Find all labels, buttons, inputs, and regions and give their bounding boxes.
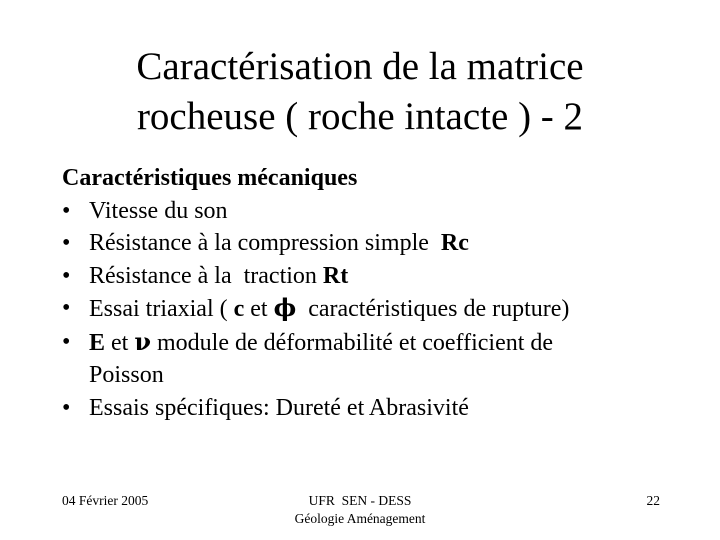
bullet-text: [89, 263, 348, 289]
modulus-symbol: E: [89, 329, 106, 356]
bullet-text: [89, 230, 469, 256]
bullet-item: [62, 326, 702, 392]
footer-center-line-2: Géologie Aménagement: [294, 511, 426, 526]
bullet-text: Essais spécifiques: Dureté et Abrasivité: [89, 394, 469, 421]
bullet-text: Vitesse du son: [89, 197, 228, 224]
bullet-text-plain: caractéristiques de rupture): [296, 296, 570, 322]
bullet-text-plain: module de déformabilité et coefficient de: [151, 329, 554, 356]
bullet-text-plain: Résistance à la compression simple: [89, 230, 441, 256]
page-number: 22: [646, 493, 660, 508]
bullet-text-plain: et: [105, 329, 135, 356]
bullet-text: [89, 326, 554, 356]
friction-angle-symbol: ϕ: [273, 293, 297, 322]
cohesion-symbol: c: [233, 296, 245, 322]
bullet-dot: •: [62, 197, 71, 224]
bullet-text-plain: Résistance à la traction: [89, 262, 323, 289]
slide-title: [60, 42, 660, 142]
bullet-dot: •: [62, 262, 71, 289]
bullet-text-bold: Rt: [322, 262, 349, 289]
bullet-dot: •: [62, 295, 71, 321]
bullet-text: [89, 293, 570, 322]
bullet-continuation: Poisson: [89, 362, 164, 388]
slide-title-line-1: Caractérisation de la matrice: [136, 45, 584, 88]
footer-date: 04 Février 2005: [62, 493, 149, 508]
bullet-item: [62, 227, 702, 260]
bullet-dot: •: [62, 394, 71, 421]
bullet-item: [62, 292, 702, 326]
bullet-item: [62, 392, 702, 425]
section-heading: Caractéristiques mécaniques: [62, 165, 358, 191]
footer-center-line-1: UFR SEN - DESS: [308, 493, 412, 508]
bullet-text-plain: Essai triaxial (: [89, 296, 234, 322]
bullet-dot: •: [62, 328, 71, 355]
poisson-symbol: ν: [134, 326, 151, 356]
bullet-item: [62, 195, 702, 228]
bullet-item: [62, 260, 702, 293]
slide-content: [62, 162, 702, 424]
bullet-text-plain: et: [244, 296, 274, 322]
bullet-dot: •: [62, 230, 71, 256]
bullet-text-bold: Rc: [440, 230, 469, 256]
footer-center: [240, 492, 480, 528]
slide-title-line-2: rocheuse ( roche intacte ) - 2: [136, 95, 584, 138]
